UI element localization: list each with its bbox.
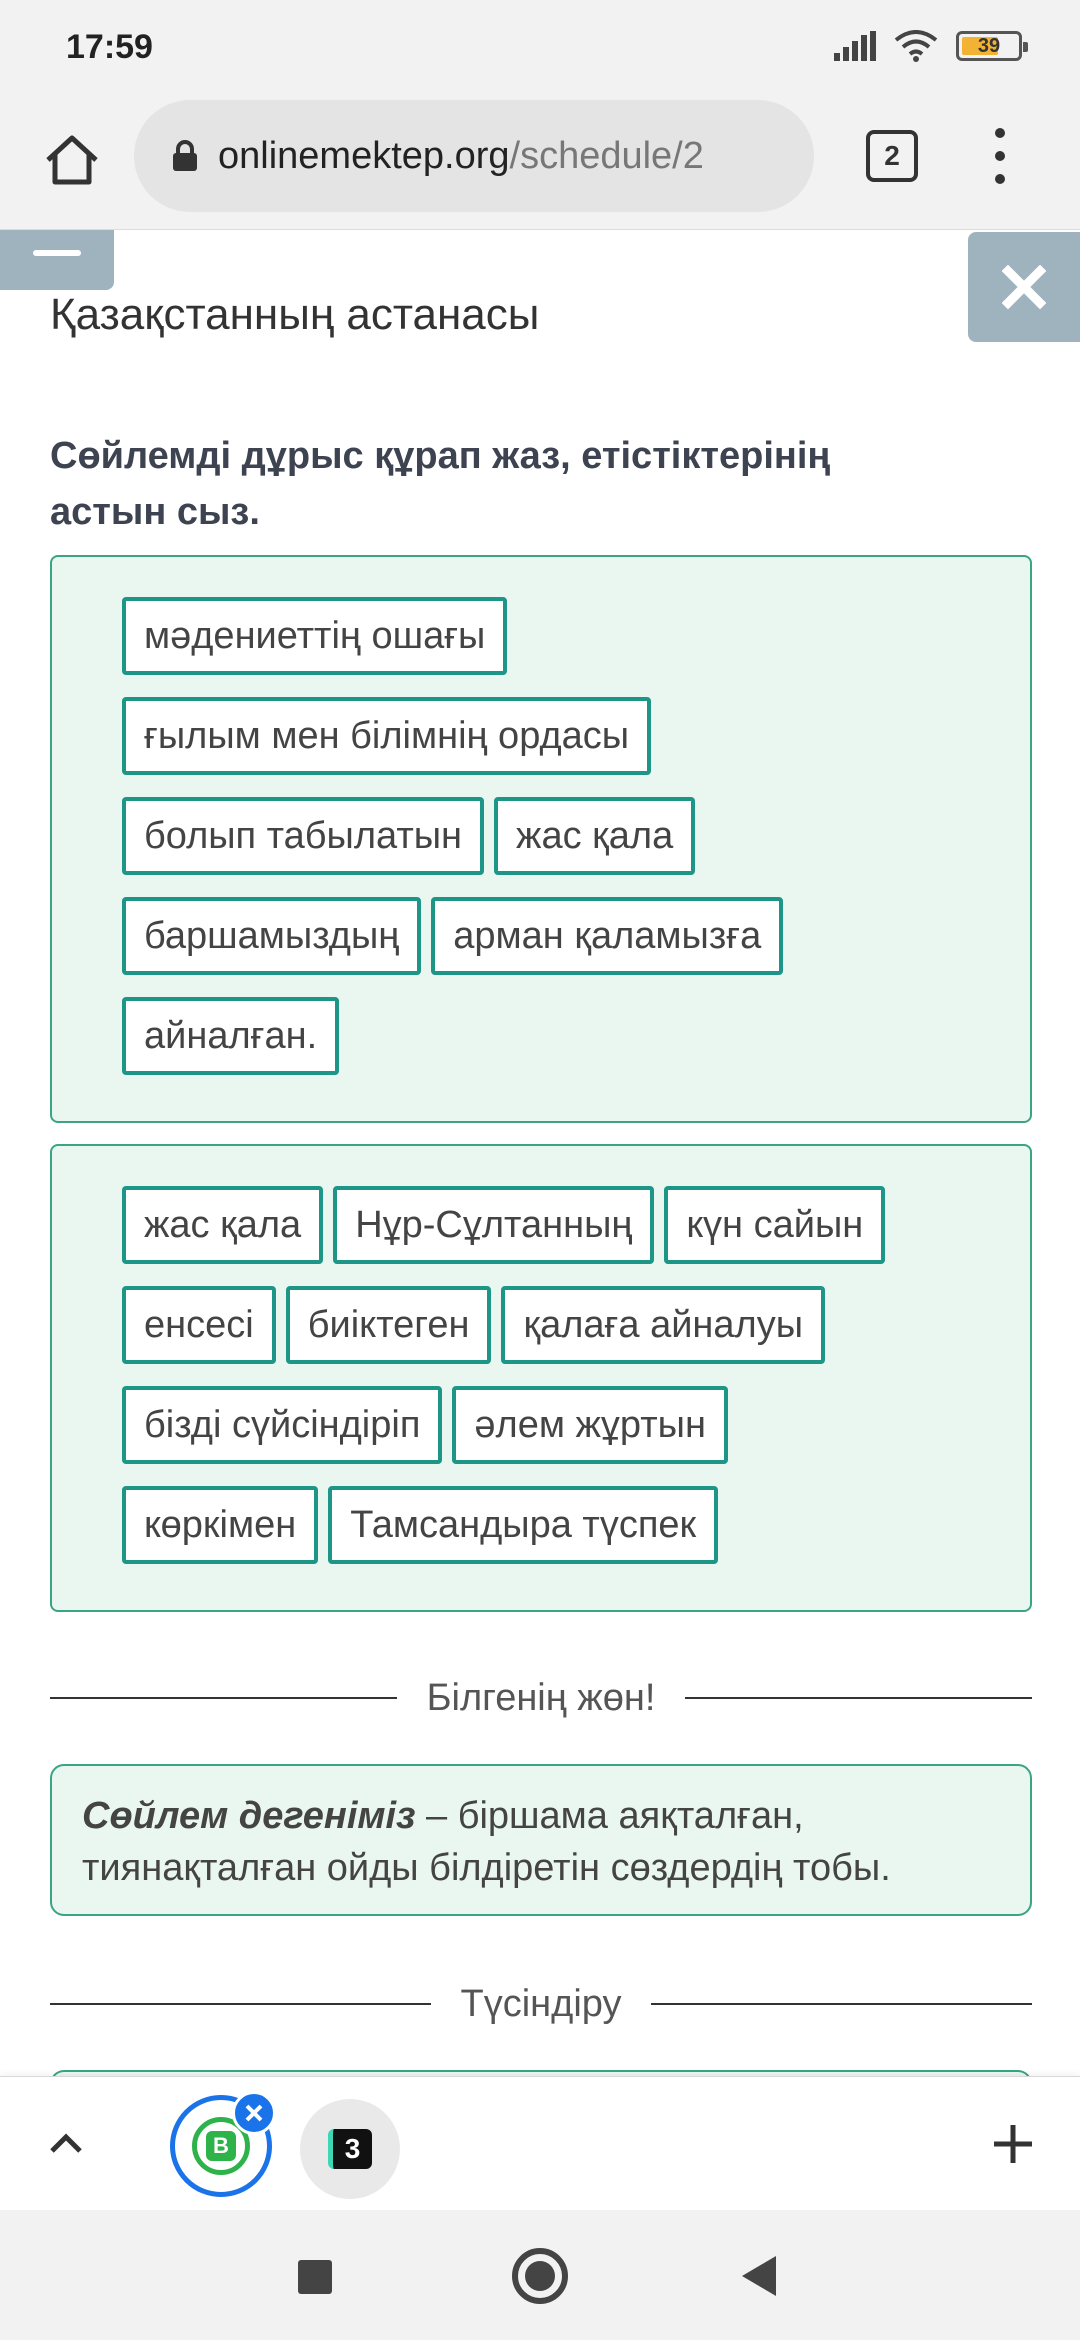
back-button[interactable] [742,2256,776,2296]
chip-row [122,1186,960,1264]
definition-text: – біршама аяқталған, тиянақталған ойды білдіретін сөздердің тобы. [82,1795,891,1889]
tab-count: 2 [884,140,900,171]
address-bar[interactable] [134,100,814,212]
word-chip[interactable]: мәдениеттің ошағы [122,597,507,675]
chip-row [122,1286,960,1364]
url-path: /schedule/2 [509,134,704,177]
tab-switcher-button[interactable] [866,130,918,182]
word-chip[interactable]: бізді сүйсіндіріп [122,1386,442,1464]
divider-line [50,1697,397,1699]
home-button[interactable] [30,118,114,202]
battery-level: 39 [977,34,1001,57]
definition-term: Сөйлем дегеніміз [82,1795,416,1837]
word-chip[interactable]: әлем жұртын [452,1386,728,1464]
word-bank[interactable] [50,1144,1032,1612]
word-chip[interactable]: жас қала [122,1186,323,1264]
word-chip[interactable]: айналған. [122,997,339,1075]
word-chip[interactable]: қалаға айналуы [501,1286,825,1364]
status-icons [834,30,1022,62]
word-chip[interactable]: жас қала [494,797,695,875]
page-title: Қазақстанның астанасы [50,290,540,339]
chip-row [122,697,960,775]
wifi-icon [894,30,938,62]
close-tab-button[interactable] [232,2091,276,2135]
system-nav-bar [0,2210,1080,2340]
more-menu-button[interactable] [980,120,1020,192]
dot-icon [995,174,1005,184]
dot-icon [995,151,1005,161]
chip-row [122,897,960,975]
b-logo-icon: B [206,2131,236,2161]
word-chip[interactable]: арман қаламызға [431,897,783,975]
word-chip[interactable]: Нұр-Сұлтанның [333,1186,654,1264]
section-divider [50,1974,1032,2034]
divider-line [685,1697,1032,1699]
close-icon [244,2103,264,2123]
tab-strip [0,2076,1080,2210]
battery-icon [956,31,1022,61]
word-chip[interactable]: ғылым мен білімнің ордасы [122,697,651,775]
plus-icon[interactable] [988,2119,1038,2169]
word-chip[interactable]: биіктеген [286,1286,492,1364]
word-chip[interactable]: болып табылатын [122,797,484,875]
chevron-up-icon[interactable] [44,2121,88,2165]
home-nav-button[interactable] [512,2248,568,2304]
sidebar-toggle-button[interactable] [0,230,114,290]
close-button[interactable] [968,232,1080,342]
dot-icon [995,128,1005,138]
definition-box [50,1764,1032,1916]
divider-label: Білгенің жөн! [426,1676,656,1719]
answer-drop-zone[interactable] [50,555,1032,1123]
chip-row [122,1386,960,1464]
word-chip[interactable]: күн сайын [664,1186,885,1264]
word-chip[interactable]: көркімен [122,1486,318,1564]
hamburger-icon [33,250,81,256]
circle-icon [525,2261,555,2291]
tab-group-item[interactable] [300,2099,400,2199]
divider-line [50,2003,431,2005]
word-chip[interactable]: баршамыздың [122,897,421,975]
chip-row [122,597,960,675]
recents-button[interactable] [298,2260,332,2294]
word-chip[interactable]: енсесі [122,1286,276,1364]
app-favicon-icon: 3 [328,2129,372,2169]
divider-line [651,2003,1032,2005]
word-chip[interactable]: Тамсандыра түспек [328,1486,718,1564]
chip-row [122,1486,960,1564]
browser-toolbar [0,90,1080,230]
lock-icon [172,140,198,172]
chip-row [122,997,960,1075]
section-divider [50,1668,1032,1728]
divider-label: Түсіндіру [460,1982,622,2025]
url-text [218,135,704,178]
task-instruction: Сөйлемді дұрыс құрап жаз, етістіктерінің астын сыз. [50,435,831,533]
home-icon [44,134,100,186]
close-icon [1002,265,1046,309]
status-time: 17:59 [66,28,153,66]
url-domain: onlinemektep.org [218,134,510,177]
signal-icon [834,31,876,61]
status-bar [0,0,1080,90]
chip-row [122,797,960,875]
